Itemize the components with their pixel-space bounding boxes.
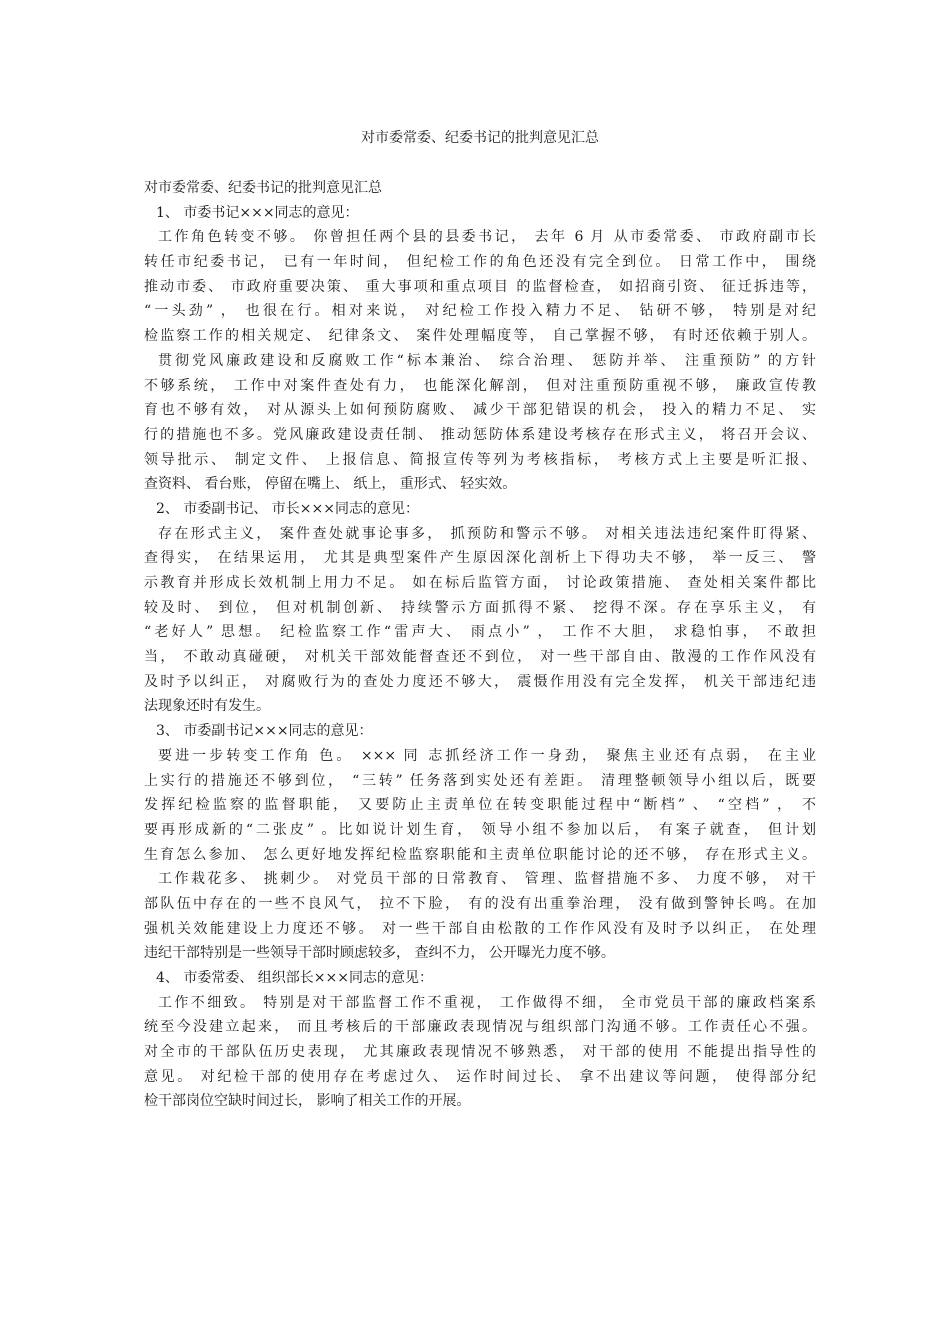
section-heading: 1、 市委书记×××同志的意见： [156, 204, 359, 221]
document-heading: 对市委常委、纪委书记的批判意见汇总 [144, 180, 382, 196]
paragraph-line: 违纪干部特别是一些领导干部时顾虑较多， 查纠不力， 公开曝光力度不够。 [144, 945, 615, 962]
paragraph-line: 对全市的干部队伍历史表现， 尤其廉政表现情况不够熟悉， 对干部的使用 不能提出指导性的 [144, 1044, 816, 1061]
paragraph-line: 部队伍中存在的一些不良风气， 拉不下脸， 有的没有出重拳治理， 没有做到警钟长鸣。在加 [144, 895, 816, 912]
paragraph-line: 不够系统， 工作中对案件查处有力， 也能深化解剖， 但对注重预防重视不够， 廉政宣传教 [144, 377, 816, 394]
paragraph-line: 发挥纪检监察的监督职能， 又要防止主责单位在转变职能过程中“断档” 、 “空档” ， 不 [144, 797, 816, 814]
paragraph-line: 贯彻党风廉政建设和反腐败工作“标本兼治、 综合治理、 惩防并举、 注重预防” 的方针 [158, 352, 816, 369]
paragraph-line: 查得实， 在结果运用， 尤其是典型案件产生原因深化剖析上下得功夫不够， 举一反三、 警 [144, 550, 816, 567]
paragraph-line: 查资料、 看台账， 停留在嘴上、 纸上， 重形式、 轻实效。 [144, 476, 517, 493]
section-heading: 3、 市委副书记×××同志的意见： [156, 723, 373, 740]
paragraph-line: 当， 不敢动真碰硬， 对机关干部效能督查还不到位， 对一些干部自由、散漫的工作作风没有 [144, 649, 816, 666]
paragraph-line: 存在形式主义， 案件查处就事论事多， 抓预防和警示不够。 对相关违法违纪案件盯得紧、 [158, 525, 816, 542]
paragraph-line: 推动市委、 市政府重要决策、 重大事项和重点项目 的监督检查， 如招商引资、 征迁拆违等， [144, 278, 816, 295]
paragraph-line: 工作栽花多、 挑刺少。 对党员干部的日常教育、 管理、监督措施不多、 力度不够， 对干 [158, 871, 816, 888]
document-body [144, 176, 816, 1114]
paragraph-line: 检监察工作的相关规定、 纪律条文、 案件处理幅度等， 自己掌握不够， 有时还依赖于别人。 [144, 328, 816, 345]
paragraph-line: 上实行的措施还不够到位， “三转” 任务落到实处还有差距。 清理整顿领导小组以后，既要 [144, 772, 816, 789]
paragraph-line: 行的措施也不多。党风廉政建设责任制、 推动惩防体系建设考核存在形式主义， 将召开会议、 [144, 426, 816, 443]
paragraph-line: 生育怎么参加、 怎么更好地发挥纪检监察职能和主责单位职能讨论的还不够， 存在形式主义。 [144, 846, 816, 863]
paragraph-line: 较及时、 到位， 但对机制创新、 持续警示方面抓得不紧、 挖得不深。存在享乐主义， 有 [144, 599, 816, 616]
paragraph-line: 检干部岗位空缺时间过长， 影响了相关工作的开展。 [144, 1093, 471, 1110]
section-heading: 2、 市委副书记、 市长×××同志的意见： [156, 500, 419, 517]
paragraph-line: 工作角色转变不够。 你曾担任两个县的县委书记， 去年 6 月 从市委常委、 市政府副市长 [158, 229, 816, 246]
paragraph-line: 育也不够有效， 对从源头上如何预防腐败、 减少干部犯错误的机会， 投入的精力不足、 实 [144, 402, 816, 419]
paragraph-line: 强机关效能建设上力度还不够。 对一些干部自由松散的工作作风没有及时予以纠正， 在处理 [144, 920, 816, 937]
paragraph-line: 意见。 对纪检干部的使用存在考虑过久、 运作时间过长、 拿不出建议等问题， 使得部分纪 [144, 1068, 816, 1085]
paragraph-line: 统至今没建立起来， 而且考核后的干部廉政表现情况与组织部门沟通不够。工作责任心不强。 [144, 1019, 816, 1036]
paragraph-line: 领导批示、 制定文件、 上报信息、简报宣传等列为考核指标， 考核方式上主要是听汇报、 [144, 451, 816, 468]
paragraph-line: 要进一步转变工作角 色。 ××× 同 志抓经济工作一身劲， 聚焦主业还有点弱， 在主业 [158, 747, 816, 764]
paragraph-line: 要再形成新的“二张皮” 。比如说计划生育， 领导小组不参加以后， 有案子就查， 但计划 [144, 821, 816, 838]
section-heading: 4、 市委常委、 组织部长×××同志的意见： [156, 970, 433, 986]
document-title: 对市委常委、纪委书记的批判意见汇总 [361, 130, 599, 146]
paragraph-line: “老好人” 思想。 纪检监察工作“雷声大、 雨点小” ， 工作不大胆， 求稳怕事， 不敢担 [144, 624, 816, 641]
paragraph-line: 工作不细致。 特别是对干部监督工作不重视， 工作做得不细， 全市党员干部的廉政档案系 [158, 994, 816, 1011]
paragraph-line: “一头劲” ， 也很在行。相对来说， 对纪检工作投入精力不足、 钻研不够， 特别是对纪 [144, 303, 816, 320]
paragraph-line: 法现象还时有发生。 [144, 698, 270, 715]
paragraph-line: 转任市纪委书记， 已有一年时间， 但纪检工作的角色还没有完全到位。 日常工作中， 围绕 [144, 254, 816, 271]
paragraph-line: 及时予以纠正， 对腐败行为的查处力度还不够大， 震慑作用没有完全发挥， 机关干部违纪违 [144, 673, 816, 690]
paragraph-line: 示教育并形成长效机制上用力不足。 如在标后监管方面， 讨论政策措施、 查处相关案件都比 [144, 575, 816, 591]
